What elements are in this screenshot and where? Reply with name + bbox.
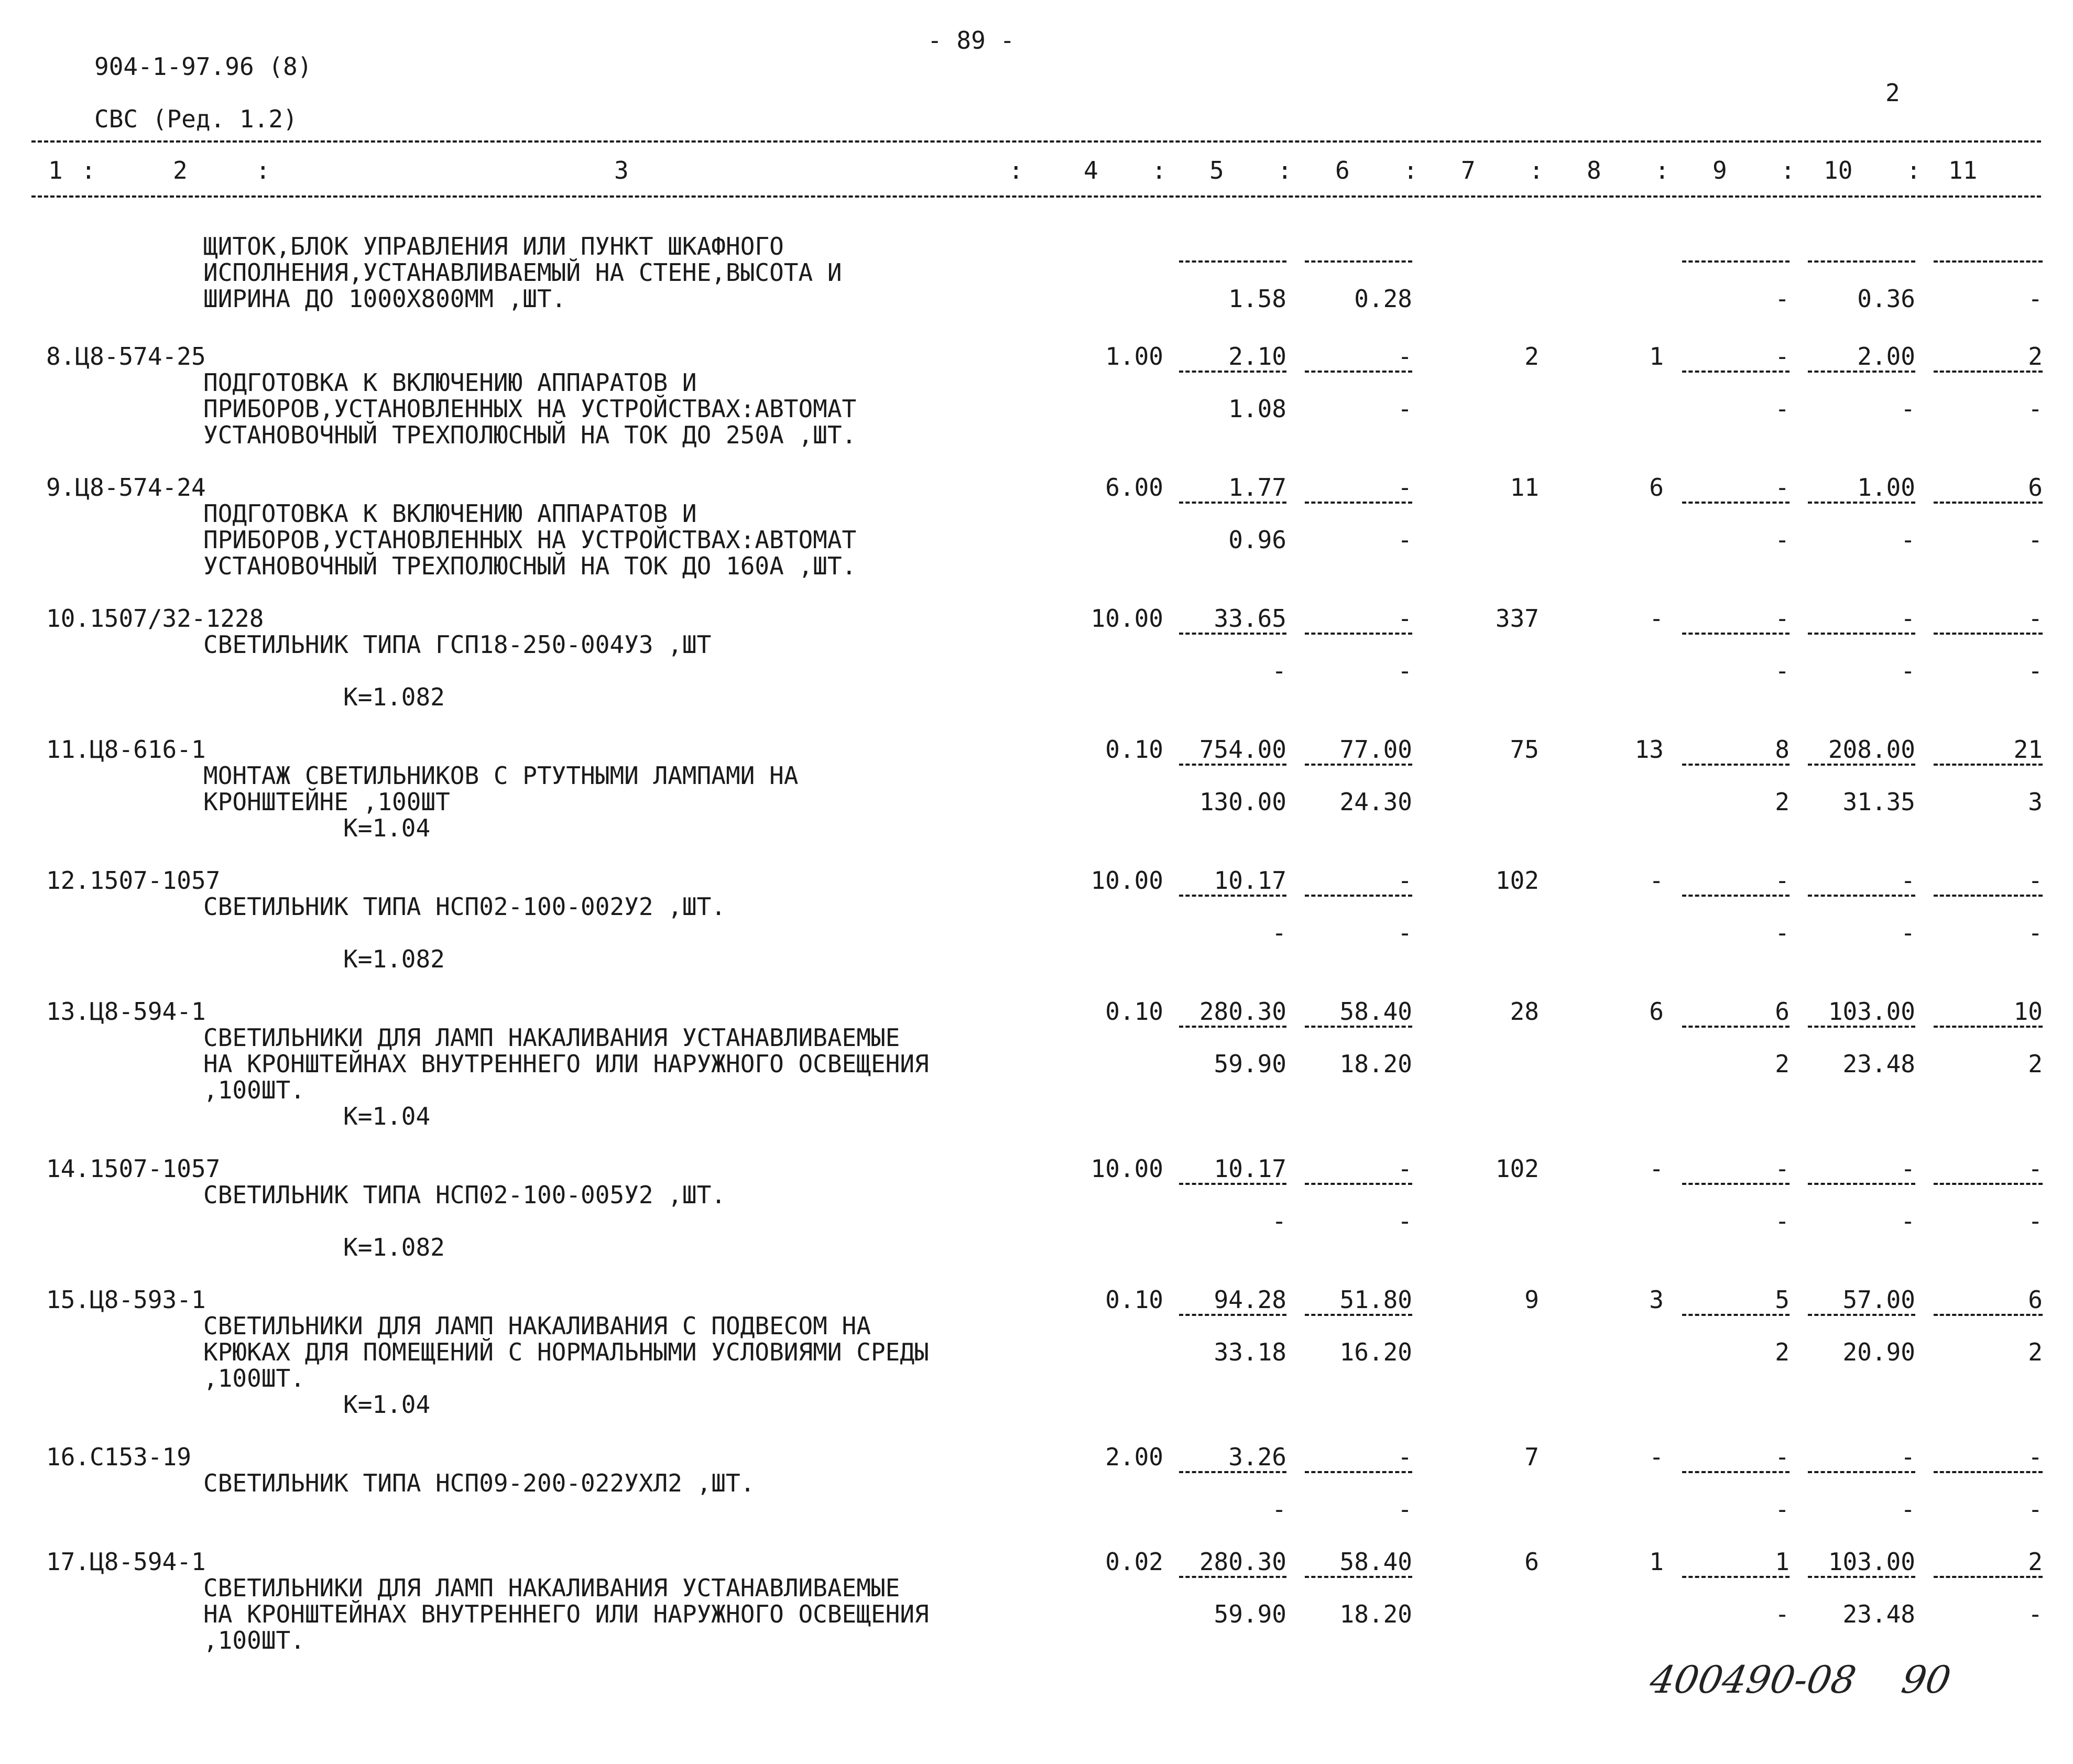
value-c10-sub: 0.36	[1857, 285, 1915, 313]
subtotal-rule	[1179, 895, 1286, 897]
item-description: ,100ШТ.	[203, 1626, 305, 1654]
value-c10: -	[1901, 604, 1915, 633]
value-c10-sub: 23.48	[1842, 1050, 1915, 1078]
col-header-1: 1	[48, 156, 63, 184]
value-c6: -	[1398, 604, 1412, 633]
subtotal-rule	[1682, 502, 1790, 504]
col-header-4: 4	[1084, 156, 1098, 184]
value-c5-sub: -	[1272, 919, 1286, 947]
item-description: СВЕТИЛЬНИКИ ДЛЯ ЛАМП НАКАЛИВАНИЯ УСТАНАВЛИВАЕМЫЕ	[203, 1023, 900, 1052]
col-separator: :	[1906, 156, 1921, 184]
value-c7: 11	[1510, 473, 1539, 502]
value-c5-sub: 59.90	[1214, 1050, 1286, 1078]
value-c11-sub: 2	[2028, 1338, 2043, 1366]
header-rule-bottom	[31, 195, 2041, 198]
header-rule-top	[31, 140, 2041, 143]
value-c4: 0.10	[1105, 735, 1163, 764]
item-code: 16.С153-19	[46, 1443, 191, 1471]
value-c11: 21	[2013, 735, 2043, 764]
value-c8: 6	[1649, 473, 1664, 502]
value-c6: 58.40	[1339, 1548, 1412, 1576]
value-c5-sub: -	[1272, 1495, 1286, 1523]
value-c6: 77.00	[1339, 735, 1412, 764]
value-c9: -	[1775, 1155, 1790, 1183]
item-description: ,100ШТ.	[203, 1076, 305, 1104]
col-separator: :	[256, 156, 270, 184]
value-c11: -	[2028, 866, 2043, 895]
col-separator: :	[1403, 156, 1418, 184]
value-c9-sub: -	[1775, 395, 1790, 423]
value-c9-sub: 2	[1775, 1338, 1790, 1366]
item-description: СВЕТИЛЬНИК ТИПА НСП02-100-002У2 ,ШТ.	[203, 892, 726, 921]
subtotal-rule	[1934, 1471, 2043, 1473]
subtotal-rule	[1305, 1026, 1412, 1028]
k-coefficient: К=1.04	[343, 814, 431, 842]
item-code: 14.1507-1057	[46, 1155, 221, 1183]
subtotal-rule	[1682, 633, 1790, 635]
k-coefficient: К=1.082	[343, 683, 445, 711]
value-c6: -	[1398, 1155, 1412, 1183]
k-coefficient: К=1.04	[343, 1102, 431, 1130]
col-header-3: 3	[614, 156, 629, 184]
value-c5: 33.65	[1214, 604, 1286, 633]
subtotal-rule	[1682, 1314, 1790, 1316]
value-c8: 13	[1634, 735, 1664, 764]
value-c6-sub: 16.20	[1339, 1338, 1412, 1366]
subtotal-rule	[1808, 633, 1915, 635]
value-c11: -	[2028, 604, 2043, 633]
k-coefficient: К=1.082	[343, 945, 445, 973]
subtotal-rule	[1682, 1576, 1790, 1578]
value-c8: -	[1649, 866, 1664, 895]
value-c10: -	[1901, 1443, 1915, 1471]
value-c7: 7	[1524, 1443, 1539, 1471]
item-description: СВЕТИЛЬНИКИ ДЛЯ ЛАМП НАКАЛИВАНИЯ С ПОДВЕСОМ НА	[203, 1312, 871, 1340]
value-c9: -	[1775, 1443, 1790, 1471]
subtotal-rule	[1682, 371, 1790, 373]
subtotal-rule	[1179, 371, 1286, 373]
value-c10: 103.00	[1828, 1548, 1915, 1576]
value-c9: 6	[1775, 997, 1790, 1026]
value-c10-sub: -	[1901, 1495, 1915, 1523]
value-c10: 1.00	[1857, 473, 1915, 502]
value-c10-sub: 20.90	[1842, 1338, 1915, 1366]
value-c10: -	[1901, 866, 1915, 895]
value-c5-sub: -	[1272, 657, 1286, 685]
subtotal-rule	[1305, 502, 1412, 504]
col-header-8: 8	[1587, 156, 1601, 184]
value-c10: 2.00	[1857, 342, 1915, 371]
value-c11: 2	[2028, 1548, 2043, 1576]
value-c6: -	[1398, 473, 1412, 502]
document-code: 904-1-97.96 (8)	[94, 52, 312, 81]
value-c9-sub: -	[1775, 526, 1790, 554]
subtotal-rule	[1179, 1026, 1286, 1028]
value-c4: 0.10	[1105, 997, 1163, 1026]
col-header-11: 11	[1948, 156, 1978, 184]
value-c9-sub: 2	[1775, 788, 1790, 816]
value-c4: 10.00	[1090, 1155, 1163, 1183]
value-c7: 102	[1495, 866, 1539, 895]
value-c10-sub: -	[1901, 395, 1915, 423]
subtotal-rule	[1179, 1314, 1286, 1316]
value-c6: -	[1398, 342, 1412, 371]
col-separator: :	[1009, 156, 1023, 184]
subtotal-rule	[1682, 895, 1790, 897]
value-c11: 2	[2028, 342, 2043, 371]
value-c5-sub: 0.96	[1228, 526, 1286, 554]
value-c11-sub: -	[2028, 1207, 2043, 1235]
value-c10-sub: -	[1901, 1207, 1915, 1235]
item-code: 8.Ц8-574-25	[46, 342, 206, 371]
value-c4: 1.00	[1105, 342, 1163, 371]
value-c5-sub: 59.90	[1214, 1600, 1286, 1628]
col-header-6: 6	[1335, 156, 1350, 184]
value-c9: -	[1775, 604, 1790, 633]
item-description: УСТАНОВОЧНЫЙ ТРЕХПОЛЮСНЫЙ НА ТОК ДО 160А ,ШТ.	[203, 552, 857, 580]
subtotal-rule	[1305, 1183, 1412, 1185]
value-c11-sub: -	[2028, 526, 2043, 554]
value-c7: 2	[1524, 342, 1539, 371]
value-c5-sub: 33.18	[1214, 1338, 1286, 1366]
k-coefficient: К=1.04	[343, 1390, 431, 1419]
value-c6-sub: -	[1398, 919, 1412, 947]
subtotal-rule	[1808, 1471, 1915, 1473]
subtotal-rule	[1179, 633, 1286, 635]
col-separator: :	[1529, 156, 1544, 184]
value-c8: -	[1649, 604, 1664, 633]
subtotal-rule	[1808, 1026, 1915, 1028]
value-c5: 94.28	[1214, 1286, 1286, 1314]
item-description: СВЕТИЛЬНИК ТИПА НСП09-200-022УХЛ2 ,ШТ.	[203, 1469, 755, 1497]
value-c11-sub: 3	[2028, 788, 2043, 816]
value-c11-sub: -	[2028, 919, 2043, 947]
col-separator: :	[1152, 156, 1166, 184]
value-c10-sub: 31.35	[1842, 788, 1915, 816]
value-c10: 57.00	[1842, 1286, 1915, 1314]
value-c4: 0.10	[1105, 1286, 1163, 1314]
subtotal-rule	[1934, 1026, 2043, 1028]
subtotal-rule	[1179, 260, 1286, 263]
subtotal-rule	[1179, 764, 1286, 766]
value-c9-sub: -	[1775, 1207, 1790, 1235]
value-c6: -	[1398, 866, 1412, 895]
value-c11-sub: -	[2028, 657, 2043, 685]
item-description: ЩИТОК,БЛОК УПРАВЛЕНИЯ ИЛИ ПУНКТ ШКАФНОГО	[203, 232, 784, 260]
value-c6-sub: 24.30	[1339, 788, 1412, 816]
value-c5: 1.77	[1228, 473, 1286, 502]
subtotal-rule	[1934, 260, 2043, 263]
value-c11: 6	[2028, 1286, 2043, 1314]
col-header-5: 5	[1209, 156, 1224, 184]
item-code: 11.Ц8-616-1	[46, 735, 206, 764]
col-header-10: 10	[1824, 156, 1853, 184]
value-c8: 6	[1649, 997, 1664, 1026]
value-c7: 9	[1524, 1286, 1539, 1314]
subtotal-rule	[1808, 1576, 1915, 1578]
value-c9-sub: 2	[1775, 1050, 1790, 1078]
item-code: 13.Ц8-594-1	[46, 997, 206, 1026]
value-c6-sub: 0.28	[1354, 285, 1412, 313]
subtotal-rule	[1179, 1576, 1286, 1578]
value-c8: -	[1649, 1443, 1664, 1471]
subtotal-rule	[1682, 260, 1790, 263]
subtotal-rule	[1179, 1471, 1286, 1473]
value-c10: 103.00	[1828, 997, 1915, 1026]
subtotal-rule	[1934, 1183, 2043, 1185]
item-description: МОНТАЖ СВЕТИЛЬНИКОВ С РТУТНЫМИ ЛАМПАМИ НА	[203, 761, 799, 790]
value-c8: -	[1649, 1155, 1664, 1183]
subtotal-rule	[1682, 1026, 1790, 1028]
subtotal-rule	[1934, 502, 2043, 504]
col-header-7: 7	[1461, 156, 1476, 184]
subtotal-rule	[1305, 260, 1412, 263]
value-c10-sub: 23.48	[1842, 1600, 1915, 1628]
subtotal-rule	[1179, 502, 1286, 504]
subtotal-rule	[1934, 1314, 2043, 1316]
subtotal-rule	[1808, 371, 1915, 373]
item-code: 9.Ц8-574-24	[46, 473, 206, 502]
item-description: ПРИБОРОВ,УСТАНОВЛЕННЫХ НА УСТРОЙСТВАХ:АВТОМАТ	[203, 395, 857, 423]
value-c4: 10.00	[1090, 866, 1163, 895]
subtotal-rule	[1934, 371, 2043, 373]
value-c11-sub: -	[2028, 1495, 2043, 1523]
subtotal-rule	[1682, 764, 1790, 766]
item-code: 15.Ц8-593-1	[46, 1286, 206, 1314]
item-description: СВЕТИЛЬНИК ТИПА ГСП18-250-004У3 ,ШТ	[203, 630, 712, 659]
subtotal-rule	[1934, 895, 2043, 897]
value-c11-sub: -	[2028, 395, 2043, 423]
subtotal-rule	[1305, 1314, 1412, 1316]
subtotal-rule	[1305, 633, 1412, 635]
value-c11: -	[2028, 1443, 2043, 1471]
value-c9: -	[1775, 473, 1790, 502]
col-separator: :	[1781, 156, 1795, 184]
value-c9: -	[1775, 342, 1790, 371]
col-separator: :	[81, 156, 96, 184]
value-c9-sub: -	[1775, 657, 1790, 685]
value-c10: 208.00	[1828, 735, 1915, 764]
value-c6-sub: 18.20	[1339, 1600, 1412, 1628]
subtotal-rule	[1808, 260, 1915, 263]
col-separator: :	[1655, 156, 1670, 184]
value-c7: 6	[1524, 1548, 1539, 1576]
subtotal-rule	[1179, 1183, 1286, 1185]
value-c7: 75	[1510, 735, 1539, 764]
value-c4: 6.00	[1105, 473, 1163, 502]
item-code: 17.Ц8-594-1	[46, 1548, 206, 1576]
item-description: ПОДГОТОВКА К ВКЛЮЧЕНИЮ АППАРАТОВ И	[203, 499, 697, 528]
value-c9-sub: -	[1775, 1495, 1790, 1523]
item-code: 10.1507/32-1228	[46, 604, 264, 633]
subtotal-rule	[1934, 633, 2043, 635]
subtotal-rule	[1305, 1471, 1412, 1473]
page-number: - 89 -	[928, 26, 1015, 55]
item-description: НА КРОНШТЕЙНАХ ВНУТРЕННЕГО ИЛИ НАРУЖНОГО ОСВЕЩЕНИЯ	[203, 1050, 929, 1078]
subtotal-rule	[1305, 1576, 1412, 1578]
sheet-number: 2	[1885, 79, 1900, 107]
subtotal-rule	[1808, 895, 1915, 897]
value-c6-sub: -	[1398, 395, 1412, 423]
value-c11: 10	[2013, 997, 2043, 1026]
value-c5-sub: -	[1272, 1207, 1286, 1235]
item-description: КРЮКАХ ДЛЯ ПОМЕЩЕНИЙ С НОРМАЛЬНЫМИ УСЛОВИЯМИ СРЕДЫ	[203, 1338, 929, 1366]
subtotal-rule	[1934, 1576, 2043, 1578]
k-coefficient: К=1.082	[343, 1233, 445, 1261]
value-c5-sub: 1.08	[1228, 395, 1286, 423]
value-c6: 51.80	[1339, 1286, 1412, 1314]
item-code: 12.1507-1057	[46, 866, 221, 895]
value-c4: 2.00	[1105, 1443, 1163, 1471]
subtotal-rule	[1808, 764, 1915, 766]
item-description: НА КРОНШТЕЙНАХ ВНУТРЕННЕГО ИЛИ НАРУЖНОГО ОСВЕЩЕНИЯ	[203, 1600, 929, 1628]
subtotal-rule	[1305, 895, 1412, 897]
value-c11-sub: -	[2028, 1600, 2043, 1628]
value-c6-sub: -	[1398, 1495, 1412, 1523]
subtotal-rule	[1808, 502, 1915, 504]
item-description: УСТАНОВОЧНЫЙ ТРЕХПОЛЮСНЫЙ НА ТОК ДО 250А ,ШТ.	[203, 421, 857, 449]
value-c9: -	[1775, 866, 1790, 895]
value-c11: -	[2028, 1155, 2043, 1183]
value-c5-sub: 130.00	[1199, 788, 1286, 816]
item-description: ,100ШТ.	[203, 1364, 305, 1392]
item-description: ПРИБОРОВ,УСТАНОВЛЕННЫХ НА УСТРОЙСТВАХ:АВТОМАТ	[203, 526, 857, 554]
value-c6-sub: -	[1398, 526, 1412, 554]
subtotal-rule	[1682, 1471, 1790, 1473]
value-c9: 1	[1775, 1548, 1790, 1576]
value-c5: 10.17	[1214, 1155, 1286, 1183]
value-c4: 10.00	[1090, 604, 1163, 633]
col-header-2: 2	[173, 156, 188, 184]
value-c6: 58.40	[1339, 997, 1412, 1026]
value-c8: 1	[1649, 342, 1664, 371]
item-description: СВЕТИЛЬНИК ТИПА НСП02-100-005У2 ,ШТ.	[203, 1181, 726, 1209]
value-c9-sub: -	[1775, 285, 1790, 313]
value-c9-sub: -	[1775, 919, 1790, 947]
value-c10-sub: -	[1901, 526, 1915, 554]
handwritten-code: 400490-08	[1646, 1658, 1860, 1702]
item-description: КРОНШТЕЙНЕ ,100ШТ	[203, 788, 450, 816]
value-c5: 10.17	[1214, 866, 1286, 895]
value-c8: 3	[1649, 1286, 1664, 1314]
value-c5: 754.00	[1199, 735, 1286, 764]
value-c9: 8	[1775, 735, 1790, 764]
subtotal-rule	[1305, 371, 1412, 373]
subtotal-rule	[1808, 1314, 1915, 1316]
col-separator: :	[1278, 156, 1292, 184]
value-c9: 5	[1775, 1286, 1790, 1314]
value-c10: -	[1901, 1155, 1915, 1183]
item-description: ШИРИНА ДО 1000Х800ММ ,ШТ.	[203, 285, 566, 313]
value-c5: 3.26	[1228, 1443, 1286, 1471]
value-c6-sub: 18.20	[1339, 1050, 1412, 1078]
value-c6-sub: -	[1398, 657, 1412, 685]
value-c6-sub: -	[1398, 1207, 1412, 1235]
subtotal-rule	[1682, 1183, 1790, 1185]
value-c5: 280.30	[1199, 1548, 1286, 1576]
value-c10-sub: -	[1901, 657, 1915, 685]
subtotal-rule	[1305, 764, 1412, 766]
value-c11-sub: 2	[2028, 1050, 2043, 1078]
value-c8: 1	[1649, 1548, 1664, 1576]
item-description: ПОДГОТОВКА К ВКЛЮЧЕНИЮ АППАРАТОВ И	[203, 368, 697, 397]
value-c11-sub: -	[2028, 285, 2043, 313]
item-description: ИСПОЛНЕНИЯ,УСТАНАВЛИВАЕМЫЙ НА СТЕНЕ,ВЫСОТА И	[203, 258, 842, 287]
value-c5-sub: 1.58	[1228, 285, 1286, 313]
value-c6: -	[1398, 1443, 1412, 1471]
value-c4: 0.02	[1105, 1548, 1163, 1576]
value-c5: 2.10	[1228, 342, 1286, 371]
value-c7: 102	[1495, 1155, 1539, 1183]
value-c7: 337	[1495, 604, 1539, 633]
value-c11: 6	[2028, 473, 2043, 502]
col-header-9: 9	[1712, 156, 1727, 184]
subtotal-rule	[1934, 764, 2043, 766]
value-c10-sub: -	[1901, 919, 1915, 947]
program-version: СВС (Ред. 1.2)	[94, 105, 298, 133]
item-description: СВЕТИЛЬНИКИ ДЛЯ ЛАМП НАКАЛИВАНИЯ УСТАНАВЛИВАЕМЫЕ	[203, 1574, 900, 1602]
value-c5: 280.30	[1199, 997, 1286, 1026]
value-c9-sub: -	[1775, 1600, 1790, 1628]
handwritten-page: 90	[1898, 1658, 1955, 1702]
value-c7: 28	[1510, 997, 1539, 1026]
subtotal-rule	[1808, 1183, 1915, 1185]
